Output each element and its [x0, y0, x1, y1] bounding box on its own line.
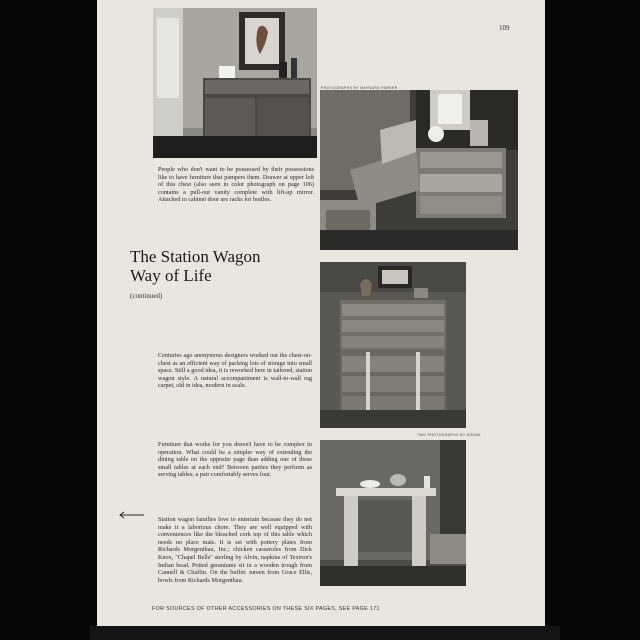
magazine-page — [97, 0, 545, 640]
caption-entertaining: Station wagon families love to entertain because they do not make it a laborious chore. They are well equipped with conveniences like the bleached cork top of this table which needs no place mats. It is set with pottery plates from Richards Morgenthau, Inc.; chicken casseroles from Dick Knox, "Chapel Bells" sterling by Alvin, napkins of Textron's Indian bead. Potted geraniums sit in a wooden trough from Cannell & Chaffin. On the buffet: tureen from Grace Ellis, bowls from Richards Morgenthau. — [158, 516, 312, 584]
page-footer: FOR SOURCES OF OTHER ACCESSORIES ON THESE SIX PAGES, SEE PAGE 171 — [152, 606, 380, 612]
title-continued: (continued) — [130, 292, 163, 300]
title-line-2: Way of Life — [130, 266, 212, 285]
page-edge-shadow — [90, 626, 560, 640]
photo-cabinet-with-mirror — [153, 8, 317, 158]
article-title — [130, 247, 290, 285]
left-arrow-icon — [117, 511, 145, 519]
photo-credit-bottom: TWO PHOTOGRAPHS BY KODAK — [417, 433, 481, 437]
page-number: 109 — [499, 24, 510, 32]
caption-vanity: People who don't want to be possessed by their possessions like to have furniture that pampers them. Drawer at upper left of this chest (also seen in color photograph on page 106) contains a pull-out vanity complete with lift-up mirror. Attached to cabinet door are racks for bottles. — [158, 166, 314, 204]
photo-chest-on-chest — [320, 262, 466, 428]
title-line-1: The Station Wagon — [130, 247, 261, 266]
caption-serving-tables: Furniture that works for you doesn't have to be complex in operation. What could be a simpler way of extending the dining table on the opposite page than adding one of these small tables at each end? Between parties they perform as serving tables; a pair comfortably serves four. — [158, 441, 312, 479]
caption-chest: Centuries ago anonymous designers worked out the chest-on-chest as an efficient way of packing lots of storage into small space. Still a good idea, it is reworked here in tailored, station wagon style. A natural accompaniment is wall-to-wall rag carpet, old in idea, modern in scale. — [158, 352, 312, 390]
photo-credit-top: PHOTOGRAPHS BY MAYNARD PARKER — [321, 86, 398, 90]
photo-vanity-drawer — [320, 90, 518, 250]
photo-serving-table — [320, 440, 466, 586]
